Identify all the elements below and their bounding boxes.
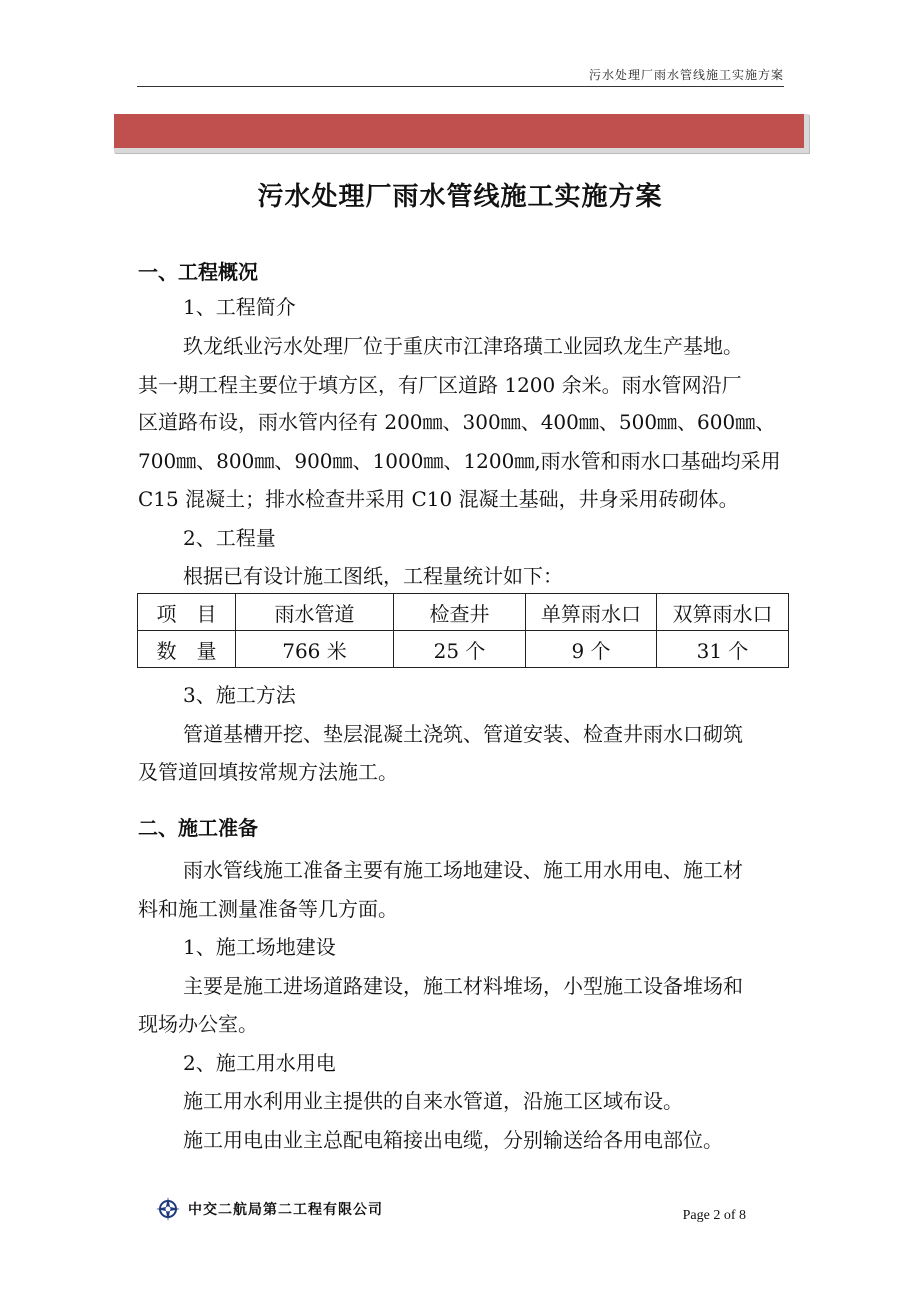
section1-para1-line1: 玖龙纸业污水处理厂位于重庆市江津珞璜工业园玖龙生产基地。 [183,334,743,358]
section2-para1-line1: 雨水管线施工准备主要有施工场地建设、施工用水用电、施工材 [183,858,743,882]
section2-para2-line1: 主要是施工进场道路建设，施工材料堆场，小型施工设备堆场和 [183,974,743,998]
section2-para4: 施工用电由业主总配电箱接出电缆，分别输送给各用电部位。 [183,1128,723,1152]
table-cell: 25 个 [394,631,526,668]
company-logo-icon [155,1196,181,1222]
table-header-cell: 检查井 [394,594,526,631]
section1-para2: 根据已有设计施工图纸，工程量统计如下： [183,564,563,588]
section2-para1-line2: 料和施工测量准备等几方面。 [138,897,398,921]
section2-para3: 施工用水利用业主提供的自来水管道，沿施工区域布设。 [183,1089,683,1113]
section2-para2-line2: 现场办公室。 [138,1012,258,1036]
table-header-cell: 双箅雨水口 [657,594,789,631]
section1-sub1: 1、工程简介 [183,295,296,319]
section1-para3-line1: 管道基槽开挖、垫层混凝土浇筑、管道安装、检查井雨水口砌筑 [183,722,743,746]
table-cell: 766 米 [236,631,394,668]
section1-sub3: 3、施工方法 [183,683,296,707]
table-header-cell: 项 目 [138,594,236,631]
section1-para1-line3: 区道路布设，雨水管内径有 200㎜、300㎜、400㎜、500㎜、600㎜、 [138,410,776,434]
section1-para1-line5: C15 混凝土；排水检查井采用 C10 混凝土基础，井身采用砖砌体。 [138,487,739,511]
decorative-banner [114,114,809,153]
table-header-cell: 单箅雨水口 [526,594,657,631]
table-cell: 9 个 [526,631,657,668]
header-divider [137,86,784,87]
section1-sub2: 2、工程量 [183,526,276,550]
table-row [138,631,789,668]
section1-para1-line2: 其一期工程主要位于填方区，有厂区道路 1200 余米。雨水管网沿厂 [138,373,742,397]
section1-para3-line2: 及管道回填按常规方法施工。 [138,760,398,784]
table-header-cell: 雨水管道 [236,594,394,631]
section2-heading: 二、施工准备 [138,816,258,840]
table-cell: 数 量 [138,631,236,668]
table-cell: 31 个 [657,631,789,668]
section2-sub2: 2、施工用水用电 [183,1051,336,1075]
document-title: 污水处理厂雨水管线施工实施方案 [257,182,663,212]
section1-para1-line4: 700㎜、800㎜、900㎜、1000㎜、1200㎜,雨水管和雨水口基础均采用 [138,449,781,473]
section2-sub1: 1、施工场地建设 [183,935,336,959]
page-number: Page 2 of 8 [682,1208,746,1223]
quantity-table [137,593,789,668]
footer-company-name: 中交二航局第二工程有限公司 [188,1202,383,1218]
section1-heading: 一、工程概况 [138,260,258,284]
running-header-title: 污水处理厂雨水管线施工实施方案 [588,68,784,82]
table-row [138,594,789,631]
